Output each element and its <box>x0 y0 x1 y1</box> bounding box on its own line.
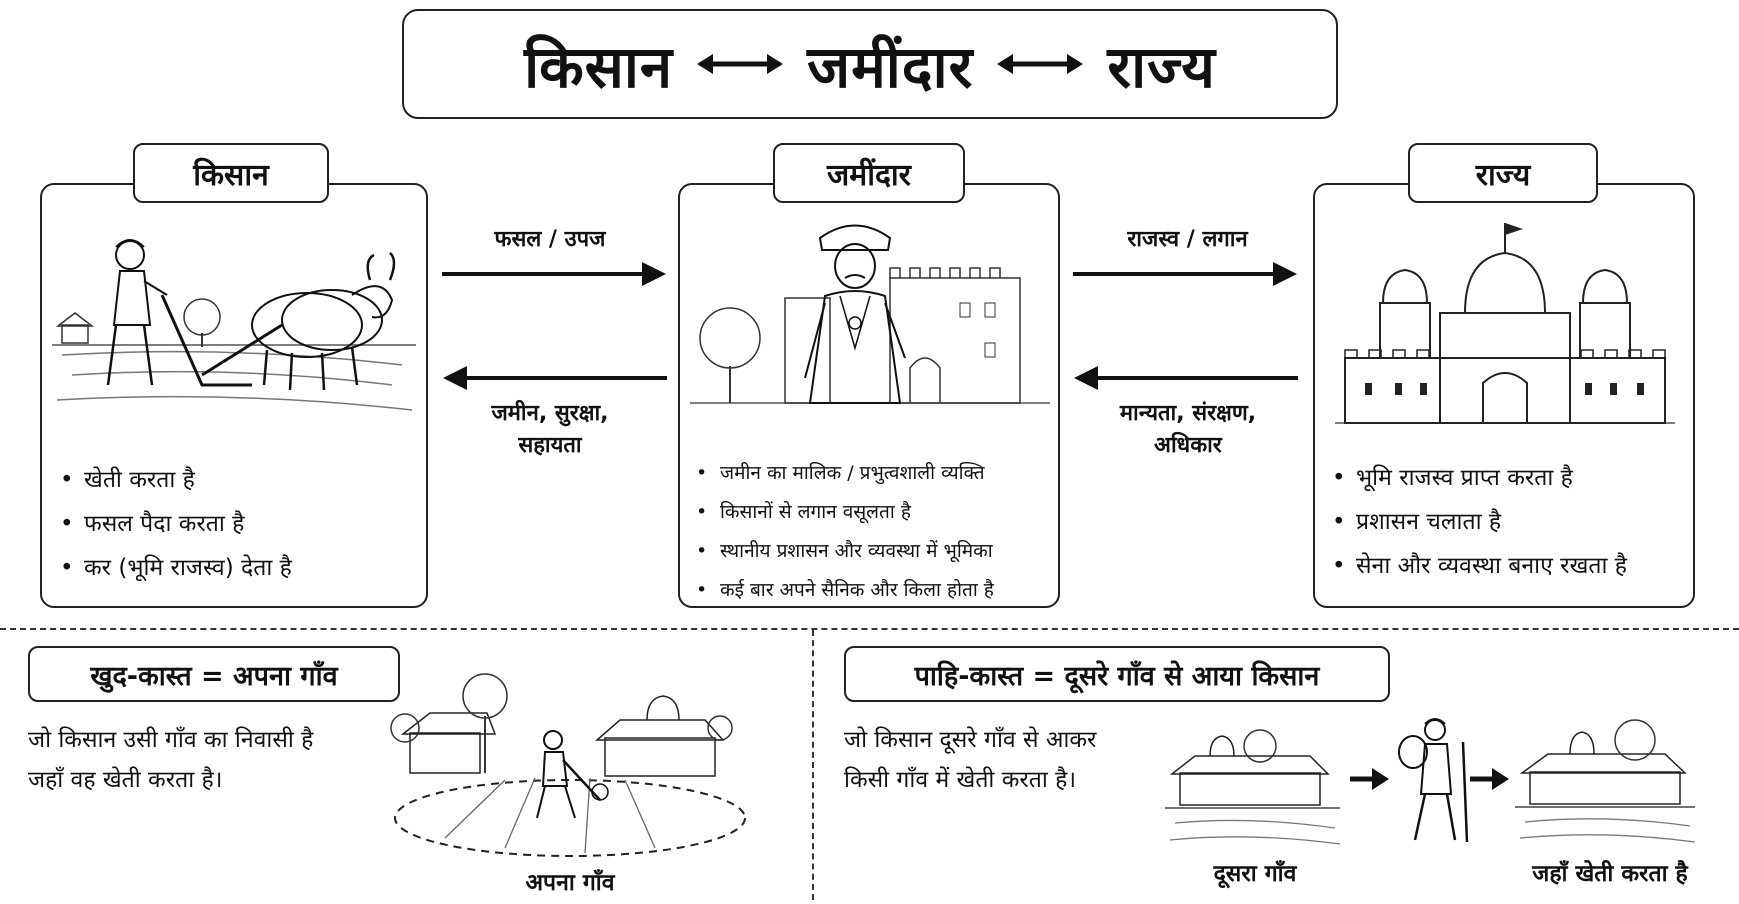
right-arrow-icon <box>1073 260 1298 288</box>
state-bullet-list <box>1330 456 1627 588</box>
farmer-ploughing-illustration <box>52 225 416 425</box>
farmer-to-zamindar-label: फसल / उपज <box>494 227 606 252</box>
list-item: • कर (भूमि राजस्व) देता है <box>58 546 292 590</box>
khud-kasht-description <box>28 720 388 801</box>
list-item: • भूमि राजस्व प्राप्त करता है <box>1330 456 1627 500</box>
farming-village-illustration <box>1510 712 1700 847</box>
vertical-divider <box>812 630 814 900</box>
zamindar-bullet-list <box>694 454 994 610</box>
list-item: • प्रशासन चलाता है <box>1330 500 1627 544</box>
left-arrow-icon <box>442 364 667 392</box>
title-farmer: किसान <box>524 32 674 101</box>
zamindar-illustration <box>690 208 1050 428</box>
other-village-caption: दूसरा गाँव <box>1213 861 1297 887</box>
list-item: • खेती करता है <box>58 458 292 502</box>
state-tag: राज्य <box>1408 143 1598 203</box>
description-line: जहाँ वह खेती करता है। <box>28 767 223 794</box>
list-item: • कई बार अपने सैनिक और किला होता है <box>694 571 994 610</box>
zamindar-to-state-label: राजस्व / लगान <box>1127 227 1248 252</box>
khud-kasht-heading: खुद-कास्त = अपना गाँव <box>28 646 400 702</box>
own-village-illustration <box>385 668 755 863</box>
pahi-kasht-heading: पाहि-कास्त = दूसरे गाँव से आया किसान <box>844 646 1390 702</box>
farmer-bullet-list <box>58 458 292 590</box>
farming-village-caption: जहाँ खेती करता है <box>1532 861 1688 887</box>
description-line: किसी गाँव में खेती करता है। <box>844 767 1077 794</box>
pahi-kasht-description <box>844 720 1184 801</box>
list-item: • किसानों से लगान वसूलता है <box>694 493 994 532</box>
right-arrow-icon <box>1350 766 1390 792</box>
list-item: • फसल पैदा करता है <box>58 502 292 546</box>
title-state: राज्य <box>1107 32 1216 101</box>
list-item: • जमीन का मालिक / प्रभुत्वशाली व्यक्ति <box>694 454 994 493</box>
title-zamindar: जमींदार <box>807 32 974 101</box>
state-to-zamindar-label <box>1078 398 1298 462</box>
migrant-farmer-illustration <box>1395 712 1477 847</box>
double-arrow-icon <box>695 44 785 84</box>
own-village-caption: अपना गाँव <box>525 870 615 896</box>
left-arrow-icon <box>1073 364 1298 392</box>
horizontal-divider <box>0 628 1739 630</box>
label-line: मान्यता, संरक्षण, <box>1119 401 1257 426</box>
title-box <box>402 9 1338 119</box>
list-item: • स्थानीय प्रशासन और व्यवस्था में भूमिका <box>694 532 994 571</box>
other-village-illustration <box>1160 728 1345 848</box>
description-line: जो किसान दूसरे गाँव से आकर <box>844 727 1097 753</box>
label-line: सहायता <box>518 432 582 458</box>
description-line: जो किसान उसी गाँव का निवासी है <box>28 727 314 753</box>
zamindar-tag: जमींदार <box>773 143 965 203</box>
right-arrow-icon <box>442 260 667 288</box>
double-arrow-icon <box>995 44 1085 84</box>
diagram-title <box>404 11 1336 117</box>
palace-illustration <box>1325 218 1685 428</box>
list-item: • सेना और व्यवस्था बनाए रखता है <box>1330 544 1627 588</box>
label-line: अधिकार <box>1154 432 1222 458</box>
farmer-tag: किसान <box>133 143 329 203</box>
right-arrow-icon <box>1470 766 1510 792</box>
zamindar-to-farmer-label <box>450 398 650 462</box>
label-line: जमीन, सुरक्षा, <box>491 401 609 426</box>
